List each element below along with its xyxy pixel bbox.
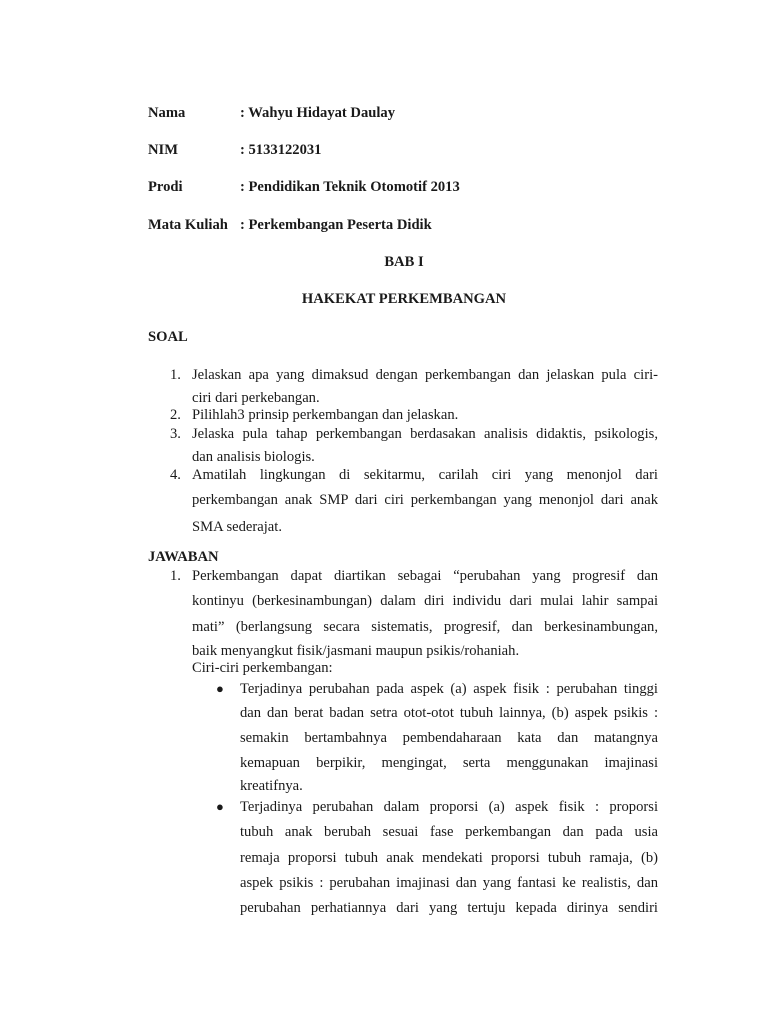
field-value-nim: : 5133122031 [240, 142, 322, 158]
bullet-line: aspek psikis : perubahan imajinasi dan yang fantasi ke realistis, dan [240, 875, 658, 891]
soal-number: 2. [170, 407, 181, 423]
soal-line: perkembangan anak SMP dari ciri perkembangan yang menonjol dari anak [192, 492, 658, 508]
bullet-line: remaja proporsi tubuh anak mendekati proporsi tubuh ramaja, (b) [240, 850, 658, 866]
soal-number: 4. [170, 467, 181, 483]
chapter-title: HAKEKAT PERKEMBANGAN [301, 291, 507, 307]
field-label-matakuliah: Mata Kuliah [148, 217, 228, 233]
bullet-line: tubuh anak berubah sesuai fase perkembangan dan pada usia [240, 824, 658, 840]
field-label-nim: NIM [148, 142, 178, 158]
field-label-prodi: Prodi [148, 179, 183, 195]
soal-heading: SOAL [148, 329, 188, 345]
bullet-line: kreatifnya. [240, 778, 303, 794]
soal-number: 3. [170, 426, 181, 442]
soal-line: SMA sederajat. [192, 519, 282, 535]
bullet-icon: ● [216, 681, 224, 696]
bullet-line: kemapuan berpikir, mengingat, serta menggunakan imajinasi [240, 755, 658, 771]
field-value-matakuliah: : Perkembangan Peserta Didik [240, 217, 432, 233]
bullet-line: Terjadinya perubahan dalam proporsi (a) aspek fisik : proporsi [240, 799, 658, 815]
soal-line: Jelaska pula tahap perkembangan berdasakan analisis didaktis, psikologis, [192, 426, 658, 442]
bullet-line: dan dan berat badan setra otot-otot tubuh lainnya, (b) aspek psikis : [240, 705, 658, 721]
soal-line: Pilihlah3 prinsip perkembangan dan jelaskan. [192, 407, 459, 423]
jawaban-heading: JAWABAN [148, 549, 219, 565]
jawaban-line: kontinyu (berkesinambungan) dalam diri individu dari mulai lahir sampai [192, 593, 658, 609]
bullet-line: Terjadinya perubahan pada aspek (a) aspek fisik : perubahan tinggi [240, 681, 658, 697]
jawaban-number: 1. [170, 568, 181, 584]
field-value-prodi: : Pendidikan Teknik Otomotif 2013 [240, 179, 460, 195]
jawaban-line: Ciri-ciri perkembangan: [192, 660, 333, 676]
soal-line: dan analisis biologis. [192, 449, 315, 465]
field-label-nama: Nama [148, 105, 186, 121]
bullet-line: perubahan perhatiannya dari yang tertuju kepada dirinya sendiri [240, 900, 658, 916]
bullet-icon: ● [216, 799, 224, 814]
soal-line: Amatilah lingkungan di sekitarmu, carilah ciri yang menonjol dari [192, 467, 658, 483]
bullet-line: semakin bertambahnya pembendaharaan kata dan matangnya [240, 730, 658, 746]
chapter-heading: BAB I [384, 254, 424, 270]
soal-line: Jelaskan apa yang dimaksud dengan perkembangan dan jelaskan pula ciri- [192, 367, 658, 383]
soal-line: ciri dari perkebangan. [192, 390, 320, 406]
jawaban-line: mati” (berlangsung secara sistematis, progresif, dan berkesinambungan, [192, 619, 658, 635]
soal-number: 1. [170, 367, 181, 383]
jawaban-line: Perkembangan dapat diartikan sebagai “perubahan yang progresif dan [192, 568, 658, 584]
jawaban-line: baik menyangkut fisik/jasmani maupun psikis/rohaniah. [192, 643, 520, 659]
field-value-nama: : Wahyu Hidayat Daulay [240, 105, 396, 121]
